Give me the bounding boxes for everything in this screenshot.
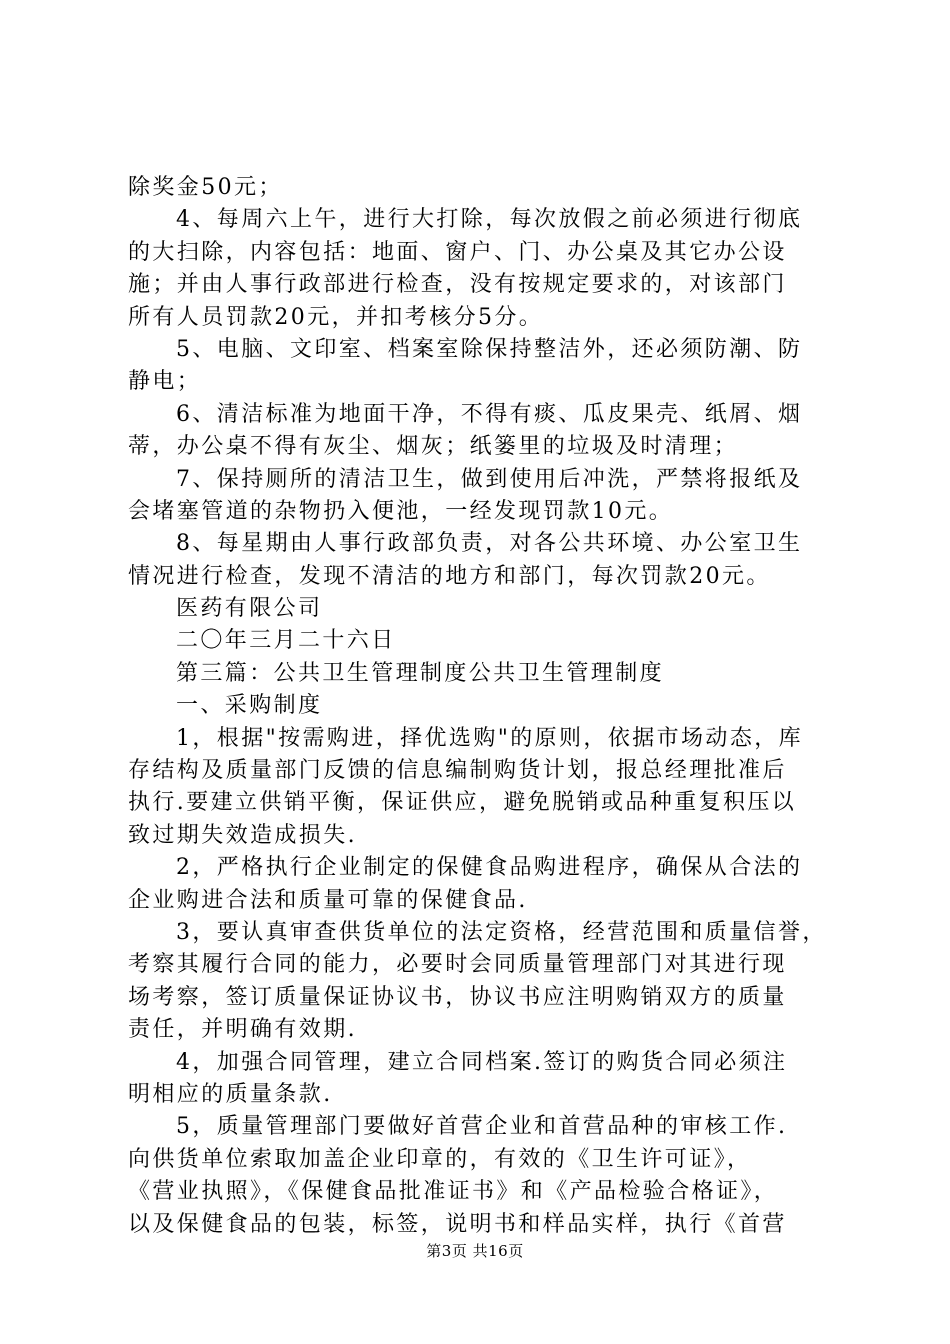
text-line: 4、每周六上午，进行大打除，每次放假之前必须进行彻底	[176, 207, 803, 233]
subsection-heading: 一、采购制度	[176, 693, 323, 719]
text-line: 责任，并明确有效期.	[128, 1017, 357, 1043]
text-line: 蒂，办公桌不得有灰尘、烟灰；纸篓里的垃圾及时清理；	[128, 434, 739, 460]
text-line: 存结构及质量部门反馈的信息编制购货计划，报总经理批准后	[128, 758, 787, 784]
text-line: 3，要认真审查供货单位的法定资格，经营范围和质量信誉，	[176, 919, 827, 945]
text-line: 执行.要建立供销平衡，保证供应，避免脱销或品种重复积压以	[128, 790, 797, 816]
text-line: 除奖金50元；	[128, 175, 283, 200]
text-line: 的大扫除，内容包括：地面、窗户、门、办公桌及其它办公设	[128, 239, 787, 265]
text-line: 向供货单位索取加盖企业印章的，有效的《卫生许可证》，	[128, 1146, 752, 1172]
page-number: 第3页 共16页	[426, 1242, 524, 1260]
section-heading: 第三篇：公共卫生管理制度公共卫生管理制度	[176, 660, 665, 686]
text-line: 5、电脑、文印室、档案室除保持整洁外，还必须防潮、防	[176, 336, 803, 362]
text-line: 《营业执照》，《保健食品批准证书》和《产品检验合格证》，	[128, 1179, 779, 1205]
text-line: 明相应的质量条款.	[128, 1081, 333, 1107]
text-line: 所有人员罚款20元，并扣考核分5分。	[128, 304, 544, 330]
text-line: 1，根据"按需购进，择优选购"的原则，依据市场动态，库	[176, 725, 804, 751]
text-line: 施；并由人事行政部进行检查，没有按规定要求的，对该部门	[128, 272, 787, 298]
text-line: 4，加强合同管理，建立合同档案.签订的购货合同必须注	[176, 1049, 788, 1075]
text-line: 以及保健食品的包装，标签，说明书和样品实样，执行《首营	[128, 1211, 787, 1237]
document-date: 二〇年三月二十六日	[176, 628, 396, 654]
text-line: 情况进行检查，发现不清洁的地方和部门，每次罚款20元。	[128, 563, 771, 589]
text-line: 6、清洁标准为地面干净，不得有痰、瓜皮果壳、纸屑、烟	[176, 401, 803, 427]
text-line: 场考察，签订质量保证协议书，协议书应注明购销双方的质量	[128, 984, 787, 1010]
text-line: 8、每星期由人事行政部负责，对各公共环境、办公室卫生	[176, 531, 803, 557]
text-line: 7、保持厕所的清洁卫生，做到使用后冲洗，严禁将报纸及	[176, 466, 803, 492]
text-line: 5，质量管理部门要做好首营企业和首营品种的审核工作.	[176, 1114, 788, 1140]
text-line: 会堵塞管道的杂物扔入便池，一经发现罚款10元。	[128, 498, 674, 524]
document-body	[128, 172, 833, 1241]
text-line: 企业购进合法和质量可靠的保健食品.	[128, 887, 528, 913]
text-line: 致过期失效造成损失.	[128, 822, 357, 848]
text-line: 2，严格执行企业制定的保健食品购进程序，确保从合法的	[176, 855, 803, 881]
text-line: 考察其履行合同的能力，必要时会同质量管理部门对其进行现	[128, 952, 787, 978]
company-name: 医药有限公司	[176, 596, 323, 622]
text-line: 静电；	[128, 369, 202, 395]
